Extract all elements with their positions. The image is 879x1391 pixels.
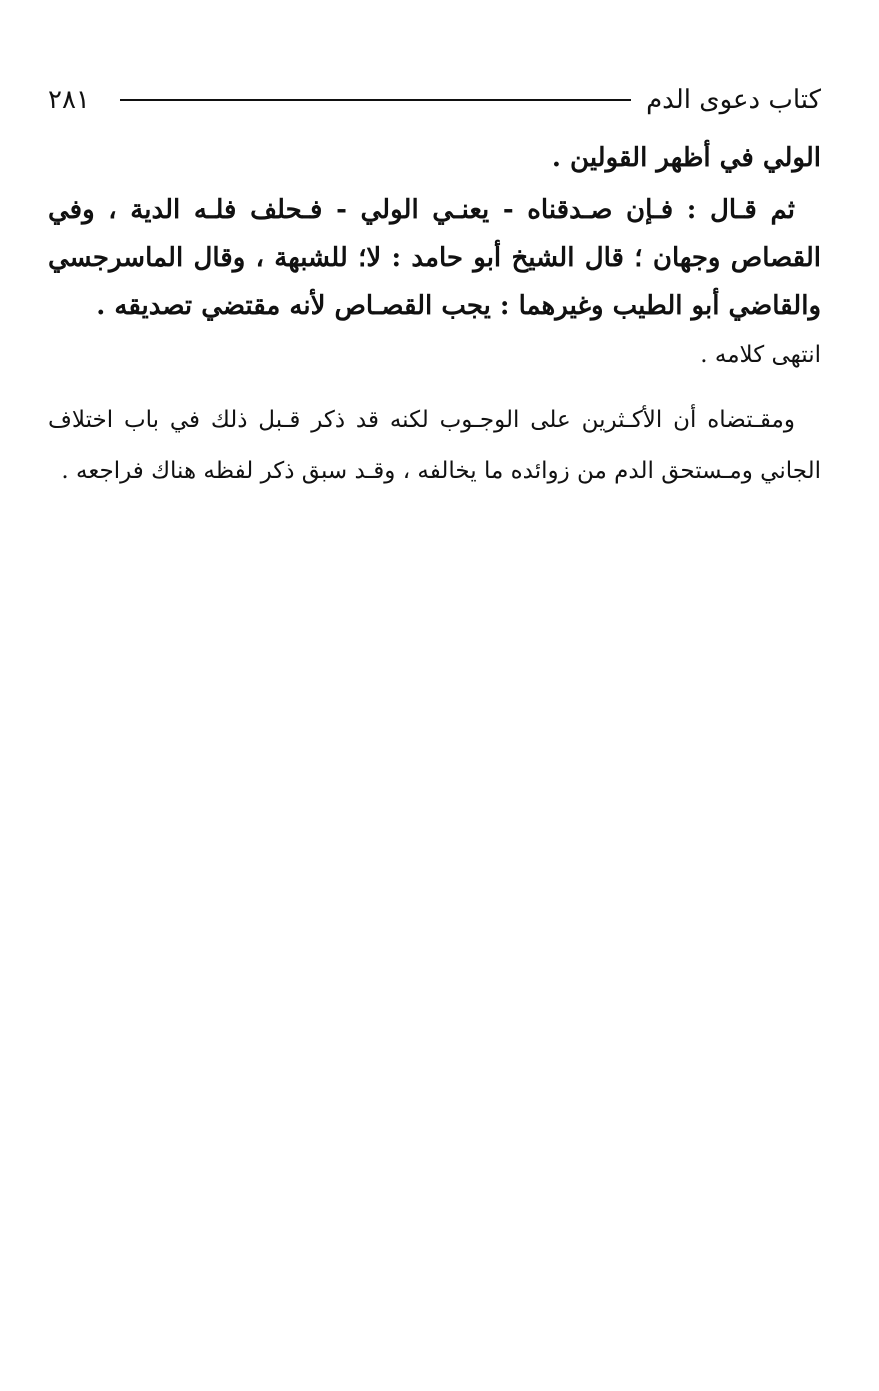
page-header [48, 78, 821, 122]
paragraph-3: انتهى كلامه . [700, 342, 821, 368]
header-rule [120, 99, 631, 101]
paragraph-4: ومقـتضاه أن الأكـثرين على الوجـوب لكنه قد ذكر قـبل ذلك في باب اختلاف الجاني ومـستحق الدم من زوائده ما يخالفه ، وقـد سبق ذكر لفظه هناك فراجعه . [48, 407, 821, 484]
page-number: ٢٨١ [48, 85, 90, 115]
running-title: كتاب دعوى الدم [646, 85, 821, 115]
paragraph-1: الولي في أظهر القولين . [551, 143, 821, 173]
body-text [48, 134, 821, 497]
paragraph-2: ثم قـال : فـإن صـدقناه - يعنـي الولي - فـحلف فلـه الدية ، وفي القصاص وجهان ؛ قال الشيخ أبو حامد : لا؛ للشبهة ، وقال الماسرجسي والقاضي أبو الطيب وغيرهما : يجب القصـاص لأنه مقتضي تصديقه . [48, 195, 821, 321]
